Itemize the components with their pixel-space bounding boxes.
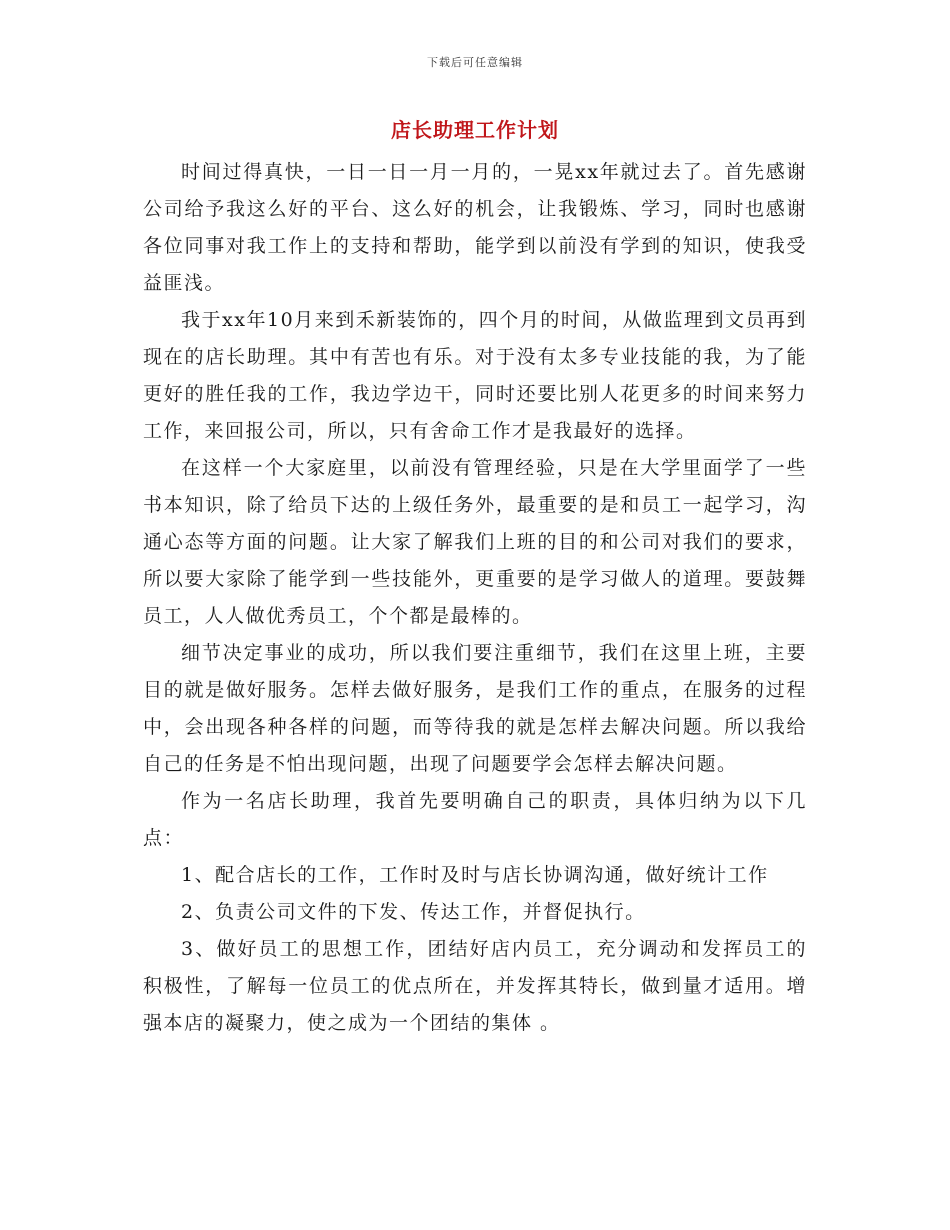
list-item-duty-3: 3、做好员工的思想工作，团结好店内员工，充分调动和发挥员工的积极性，了解每一位员工的优点所在，并发挥其特长，做到量才适用。增强本店的凝聚力，使之成为一个团结的集体 。 (143, 938, 807, 1034)
paragraph-team: 在这样一个大家庭里，以前没有管理经验，只是在大学里面学了一些书本知识，除了给员下达的上级任务外，最重要的是和员工一起学习，沟通心态等方面的问题。让大家了解我们上班的目的和公司对我们的要求，所以要大家除了能学到一些技能外，更重要的是学习做人的道理。要鼓舞员工，人人做优秀员工，个个都是最棒的。 (143, 457, 807, 627)
paragraph-intro: 时间过得真快，一日一日一月一月的，一晃xx年就过去了。首先感谢公司给予我这么好的平台、这么好的机会，让我锻炼、学习，同时也感谢各位同事对我工作上的支持和帮助，能学到以前没有学到的知识，使我受益匪浅。 (143, 161, 807, 294)
header-note: 下载后可任意编辑 (427, 56, 523, 69)
document-title: 店长助理工作计划 (391, 118, 559, 142)
paragraph-details: 细节决定事业的成功，所以我们要注重细节，我们在这里上班，主要目的就是做好服务。怎样去做好服务，是我们工作的重点，在服务的过程中，会出现各种各样的问题，而等待我的就是怎样去解决问题。所以我给自己的任务是不怕出现问题，出现了问题要学会怎样去解决问题。 (143, 642, 807, 775)
paragraph-duties-intro: 作为一名店长助理，我首先要明确自己的职责，具体归纳为以下几点： (143, 790, 807, 849)
document-body (143, 154, 807, 1042)
paragraph-experience: 我于xx年10月来到禾新装饰的，四个月的时间，从做监理到文员再到现在的店长助理。其中有苦也有乐。对于没有太多专业技能的我，为了能更好的胜任我的工作，我边学边干，同时还要比别人花更多的时间来努力工作，来回报公司，所以，只有舍命工作才是我最好的选择。 (143, 309, 807, 442)
list-item-duty-2: 2、负责公司文件的下发、传达工作，并督促执行。 (181, 901, 646, 923)
list-item-duty-1: 1、配合店长的工作，工作时及时与店长协调沟通，做好统计工作 (181, 864, 769, 886)
